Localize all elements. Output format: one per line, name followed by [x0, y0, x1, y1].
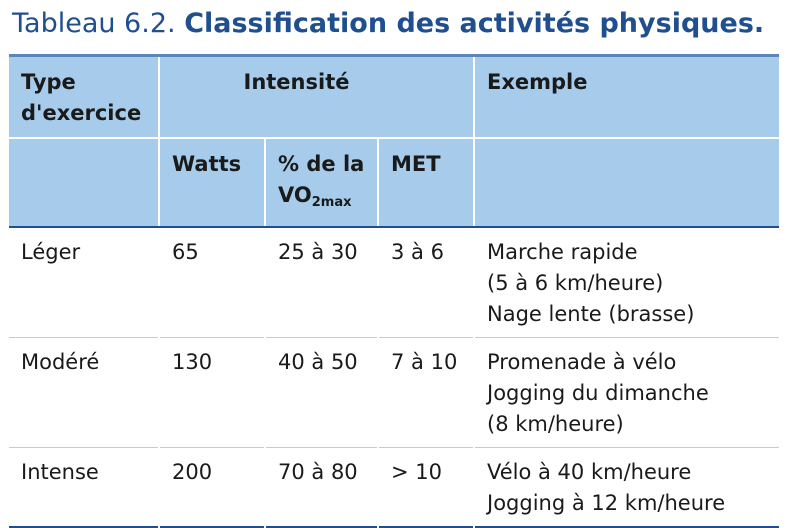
caption-title: Classification des activités physiques.: [184, 8, 765, 39]
header-vo2-sub: 2max: [311, 195, 352, 210]
exemple-line: Nage lente (brasse): [487, 302, 695, 326]
header-exemple: Exemple: [474, 56, 779, 139]
table-row-intense: [9, 448, 779, 528]
table-caption: [12, 6, 764, 42]
header-type-exercice: [9, 56, 159, 139]
header-type-exercice-label: Type d'exercice: [21, 70, 142, 125]
cell-watts: 65: [159, 227, 265, 338]
header-watts: Watts: [159, 138, 265, 227]
header-met: MET: [378, 138, 474, 227]
cell-vo2: 40 à 50: [265, 338, 378, 448]
exemple-line: Promenade à vélo: [487, 350, 677, 374]
table-container: [9, 54, 779, 528]
header-vo2max: [265, 138, 378, 227]
table-row-leger: [9, 227, 779, 338]
cell-exemple: [474, 338, 779, 448]
header-empty-1: [9, 138, 159, 227]
cell-watts: 130: [159, 338, 265, 448]
cell-watts: 200: [159, 448, 265, 528]
table-row-modere: [9, 338, 779, 448]
caption-number: Tableau 6.2.: [12, 8, 176, 39]
header-intensite: Intensité: [159, 56, 474, 139]
exemple-line: (8 km/heure): [487, 412, 624, 436]
exemple-line: (5 à 6 km/heure): [487, 271, 664, 295]
cell-met: > 10: [378, 448, 474, 528]
cell-met: 3 à 6: [378, 227, 474, 338]
header-vo2-prefix: % de la: [278, 152, 365, 176]
header-row-2: [9, 138, 779, 227]
exemple-line: Jogging du dimanche: [487, 381, 709, 405]
exemple-line: Vélo à 40 km/heure: [487, 460, 692, 484]
cell-vo2: 70 à 80: [265, 448, 378, 528]
header-empty-2: [474, 138, 779, 227]
cell-type: Modéré: [9, 338, 159, 448]
cell-vo2: 25 à 30: [265, 227, 378, 338]
exemple-line: Marche rapide: [487, 240, 638, 264]
header-row-1: [9, 56, 779, 139]
cell-met: 7 à 10: [378, 338, 474, 448]
cell-type: Léger: [9, 227, 159, 338]
header-vo2-main: VO: [278, 183, 312, 207]
exemple-line: Jogging à 12 km/heure: [487, 491, 726, 515]
cell-exemple: [474, 227, 779, 338]
cell-exemple: [474, 448, 779, 528]
cell-type: Intense: [9, 448, 159, 528]
activity-classification-table: [9, 54, 779, 528]
